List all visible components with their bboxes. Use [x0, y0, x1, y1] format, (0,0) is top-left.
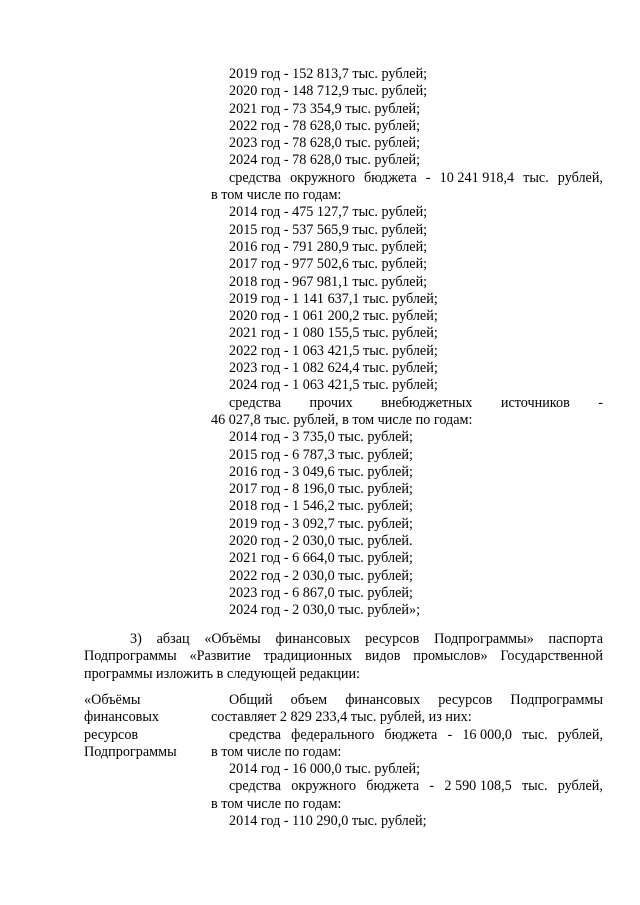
list-item: 2018 год - 967 981,1 тыс. рублей; — [229, 273, 428, 290]
list-item: 2019 год - 3 092,7 тыс. рублей; — [229, 515, 413, 532]
word: тыс. — [521, 778, 548, 795]
word: тыс. — [523, 169, 549, 186]
word: средства — [229, 778, 282, 795]
okrug-budget-heading — [211, 778, 603, 795]
list-item: 2023 год - 1 082 624,4 тыс. рублей; — [229, 360, 438, 377]
list-item: 2023 год - 6 867,0 тыс. рублей; — [229, 584, 413, 601]
word: бюджета — [384, 726, 438, 743]
word: Подпрограммы — [510, 692, 603, 708]
list-item: 2020 год - 148 712,9 тыс. рублей; — [229, 83, 428, 100]
word: 16 000,0 — [462, 726, 512, 743]
word: тыс. — [522, 726, 548, 743]
word: ресурсов — [438, 692, 493, 708]
list-item: 2017 год - 8 196,0 тыс. рублей; — [229, 481, 413, 498]
list-item: 2018 год - 1 546,2 тыс. рублей; — [229, 498, 413, 515]
label-line: Подпрограммы — [84, 743, 177, 760]
federal-budget-continuation: в том числе по годам: — [211, 743, 342, 760]
okrug-budget-continuation: в том числе по годам: — [211, 187, 342, 204]
list-item: 2017 год - 977 502,6 тыс. рублей; — [229, 256, 428, 273]
label-line: «Объёмы — [84, 692, 141, 708]
word: объем — [290, 692, 328, 708]
list-item: 2014 год - 16 000,0 тыс. рублей; — [229, 761, 421, 778]
list-item: 2020 год - 2 030,0 тыс. рублей. — [229, 533, 413, 550]
total-volume-heading — [211, 692, 603, 709]
list-item: 2014 год - 3 735,0 тыс. рублей; — [229, 429, 413, 446]
list-item: 2016 год - 791 280,9 тыс. рублей; — [229, 238, 428, 255]
word: финансовых — [345, 692, 421, 708]
list-item: 2024 год - 1 063 421,5 тыс. рублей; — [229, 377, 438, 394]
passport-value-cell — [211, 692, 603, 830]
word: источников — [500, 394, 570, 411]
list-item: 2021 год - 1 080 155,5 тыс. рублей; — [229, 325, 438, 342]
list-item: 2015 год - 537 565,9 тыс. рублей; — [229, 221, 428, 238]
list-item: 2019 год - 152 813,7 тыс. рублей; — [229, 66, 428, 82]
word: средства — [229, 726, 282, 743]
word: бюджета — [363, 169, 417, 186]
okrug-budget-heading — [211, 170, 603, 187]
word: средства — [229, 394, 282, 411]
list-item: 2021 год - 6 664,0 тыс. рублей; — [229, 550, 413, 567]
list-item: 2016 год - 3 049,6 тыс. рублей; — [229, 463, 413, 480]
paragraph-line: 3) абзац «Объёмы финансовых ресурсов Подпрограммы» паспорта — [130, 631, 603, 647]
list-item: 2014 год - 475 127,7 тыс. рублей; — [229, 204, 428, 221]
list-item: 2021 год - 73 354,9 тыс. рублей; — [229, 100, 421, 117]
list-item: 2024 год - 78 628,0 тыс. рублей; — [229, 152, 421, 169]
word: 2 590 108,5 — [444, 778, 512, 795]
word: средства — [229, 169, 282, 186]
list-item: 2024 год - 2 030,0 тыс. рублей»; — [229, 602, 421, 619]
list-item: 2020 год - 1 061 200,2 тыс. рублей; — [229, 308, 438, 325]
list-item: 2022 год - 2 030,0 тыс. рублей; — [229, 567, 413, 584]
word: Общий — [229, 692, 273, 708]
word: бюджета — [366, 778, 420, 795]
word: внебюджетных — [381, 394, 473, 411]
word: - — [598, 394, 603, 411]
word: окружного — [290, 169, 355, 186]
passport-label-cell — [84, 692, 202, 761]
list-item: 2019 год - 1 141 637,1 тыс. рублей; — [229, 290, 438, 307]
list-item: 2022 год - 1 063 421,5 тыс. рублей; — [229, 342, 438, 359]
paragraph-line: программы изложить в следующей редакции: — [84, 665, 360, 682]
word: прочих — [309, 394, 353, 411]
list-item: 2014 год - 110 290,0 тыс. рублей; — [229, 813, 427, 830]
word: рублей, — [557, 778, 603, 795]
amendment-paragraph — [84, 631, 603, 683]
other-sources-continuation: 46 027,8 тыс. рублей, в том числе по годам: — [211, 411, 473, 428]
word: рублей, — [557, 726, 603, 743]
word: - — [425, 169, 431, 186]
word: - — [429, 778, 435, 795]
word: 10 241 918,4 — [439, 169, 515, 186]
list-item: 2022 год - 78 628,0 тыс. рублей; — [229, 117, 421, 134]
word: окружного — [291, 778, 357, 795]
label-line: ресурсов — [84, 726, 139, 743]
word: федерального — [291, 726, 375, 743]
label-line: финансовых — [84, 709, 159, 726]
word: - — [447, 726, 453, 743]
list-item: 2015 год - 6 787,3 тыс. рублей; — [229, 446, 413, 463]
total-volume-continuation: составляет 2 829 233,4 тыс. рублей, из них: — [211, 709, 472, 726]
funding-list-continued — [211, 66, 603, 620]
paragraph-line: Подпрограммы «Развитие традиционных видов промыслов» Государственной — [84, 648, 603, 665]
other-sources-heading — [211, 395, 603, 412]
list-item: 2023 год - 78 628,0 тыс. рублей; — [229, 135, 421, 152]
federal-budget-heading — [211, 727, 603, 744]
okrug-budget-continuation: в том числе по годам: — [211, 795, 342, 812]
word: рублей, — [557, 169, 603, 186]
